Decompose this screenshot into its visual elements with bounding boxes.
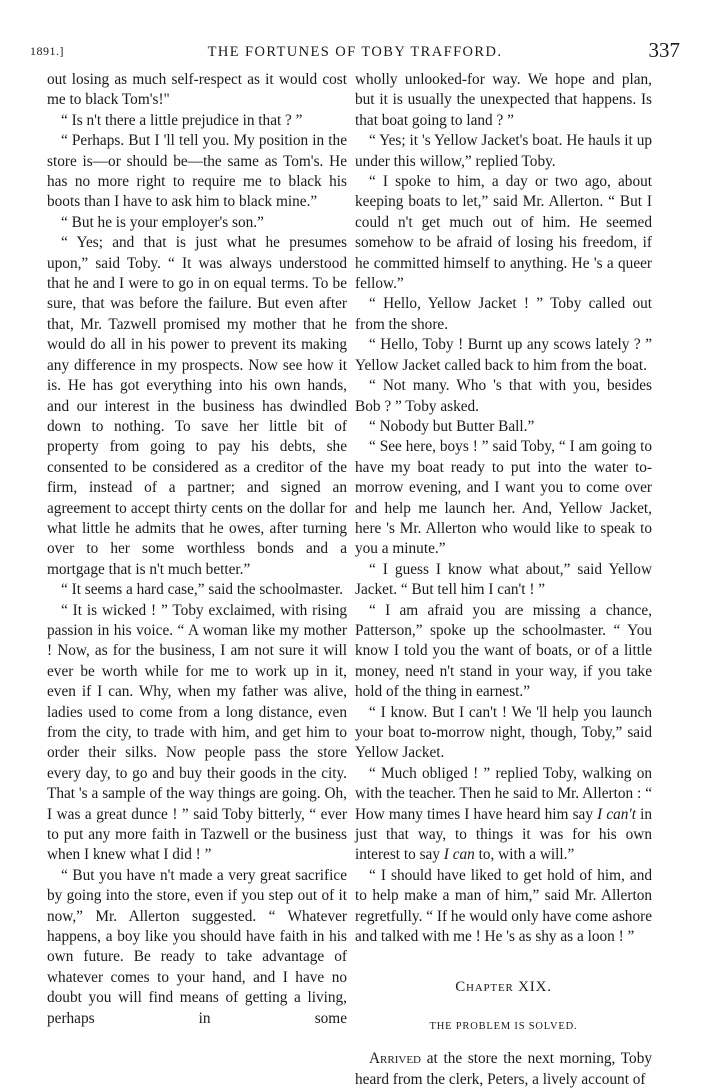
right-column (355, 70, 652, 1090)
paragraph: “ Nobody but Butter Ball.” (369, 417, 535, 435)
text-run: “ Much obliged ! ” replied Toby, walking on with the teacher. Then he said to Mr. Allerton : “ How many times I have heard him say (355, 764, 652, 823)
paragraph: “ It seems a hard case,” said the schoolmaster. (61, 581, 344, 599)
paragraph: “ But you have n't made a very great sacrifice by going into the store, even if you step out of it now,” Mr. Allerton suggested. “ Whatever happens, a boy like you should have faith in his own future. Be ready to take advantage of whatever comes to your hand, and I have no doubt you will find means of getting a living, perhaps in some (47, 866, 347, 1027)
paragraph: “ It is wicked ! ” Toby exclaimed, with rising passion in his voice. “ A woman like my mother ! Now, as for the business, I am not sure it will ever be worth while for me to work up in it, even if I can. Why, when my father was alive, ladies used to come from a long distance, even from the city, to trade with him, and get him to order their silks. Now people pass the store every day, to go and buy their goods in the city. That 's a sample of the way things are going. Oh, I was a great dunce ! ” said Toby bitterly, “ ever to put any more faith in Tazwell or the business when I knew what I did ! ” (47, 601, 347, 864)
chapter-subtitle: THE PROBLEM IS SOLVED. (429, 1021, 578, 1033)
paragraph: “ Hello, Toby ! Burnt up any scows lately ? ” Yellow Jacket called back to him from the boat. (355, 336, 652, 374)
year-marker: 1891.] (30, 44, 64, 58)
paragraph: “ I should have liked to get hold of him, and to help make a man of him,” said Mr. Allerton regretfully. “ If he would only have come ashore and talked with me ! He 's as shy as a loon ! ” (355, 866, 652, 946)
running-head (0, 0, 710, 70)
chapter-heading: Chapter XIX. (455, 979, 552, 996)
page-number: 337 (648, 38, 680, 62)
text-run: in just that way, to things it was for his own interest to say (355, 805, 652, 864)
paragraph: “ I know. But I can't ! We 'll help you launch your boat to-morrow night, though, Toby,” said Yellow Jacket. (355, 703, 652, 762)
paragraph (355, 1049, 652, 1090)
paragraph: “ I am afraid you are missing a chance, Patterson,” spoke up the schoolmaster. “ You know I told you the want of boats, or of a little money, need n't stand in your way, if you take hold of the thing in earnest.” (355, 601, 652, 701)
paragraph: “ But he is your employer's son.” (61, 213, 264, 231)
paragraph: “ I spoke to him, a day or two ago, about keeping boats to let,” said Mr. Allerton. “ But I could n't get much out of him. He seemed somehow to be afraid of losing his freedom, if he committed himself to anything. He 's a queer fellow.” (355, 173, 652, 293)
paragraph: “ Yes; it 's Yellow Jacket's boat. He hauls it up under this willow,” replied Toby. (355, 132, 652, 170)
emphasis: I can't (597, 805, 636, 823)
paragraph: “ Hello, Yellow Jacket ! ” Toby called out from the shore. (355, 295, 652, 333)
paragraph: wholly unlooked-for way. We hope and plan, but it is usually the unexpected that happens. Is that boat going to land ? ” (355, 71, 652, 129)
lead-in-word: Arrived (369, 1050, 421, 1068)
paragraph: “ I guess I know what about,” said Yellow Jacket. “ But tell him I can't ! ” (355, 560, 652, 599)
paragraph: out losing as much self-respect as it would cost me to black Tom's!" (47, 71, 347, 109)
left-column (47, 70, 347, 1029)
paragraph: “ Is n't there a little prejudice in that ? ” (61, 111, 303, 129)
running-title: THE FORTUNES OF TOBY TRAFFORD. (207, 44, 503, 60)
paragraph: “ See here, boys ! ” said Toby, “ I am going to have my boat ready to put into the water to-morrow evening, and I want you to come over and help me launch her. And, Yellow Jacket, here 's Mr. Allerton who would like to speak to you a minute.” (355, 438, 652, 558)
emphasis: I can (443, 846, 475, 864)
paragraph: “ Yes; and that is just what he presumes upon,” said Toby. “ It was always understood that he and I were to go in on equal terms. To be sure, that was before the failure. But even after that, Mr. Tazwell promised my mother that he would do all in his power to prevent its making any difference in my prospects. Now see how it is. He has got everything into his own hands, and our interest in the business has dwindled down to nothing. To save her little bit of property from going to pay his debts, she consented to be considered as a creditor of the firm, instead of a partner; and signed an agreement to accept thirty cents on the dollar for what little he admits that he owes, after turning over to her some worthless bonds and a mortgage that is n't much better.” (47, 234, 347, 578)
text-run: at the store the next morning, Toby heard from the clerk, Peters, a lively account of (355, 1050, 652, 1088)
paragraph (355, 764, 652, 866)
paragraph: “ Perhaps. But I 'll tell you. My position in the store is—or should be—the same as Tom's. He has no more right to require me to black his boots than I have to ask him to black mine.” (47, 132, 347, 211)
text-run: to, with a will.” (474, 846, 575, 864)
paragraph: “ Not many. Who 's that with you, besides Bob ? ” Toby asked. (355, 377, 652, 415)
